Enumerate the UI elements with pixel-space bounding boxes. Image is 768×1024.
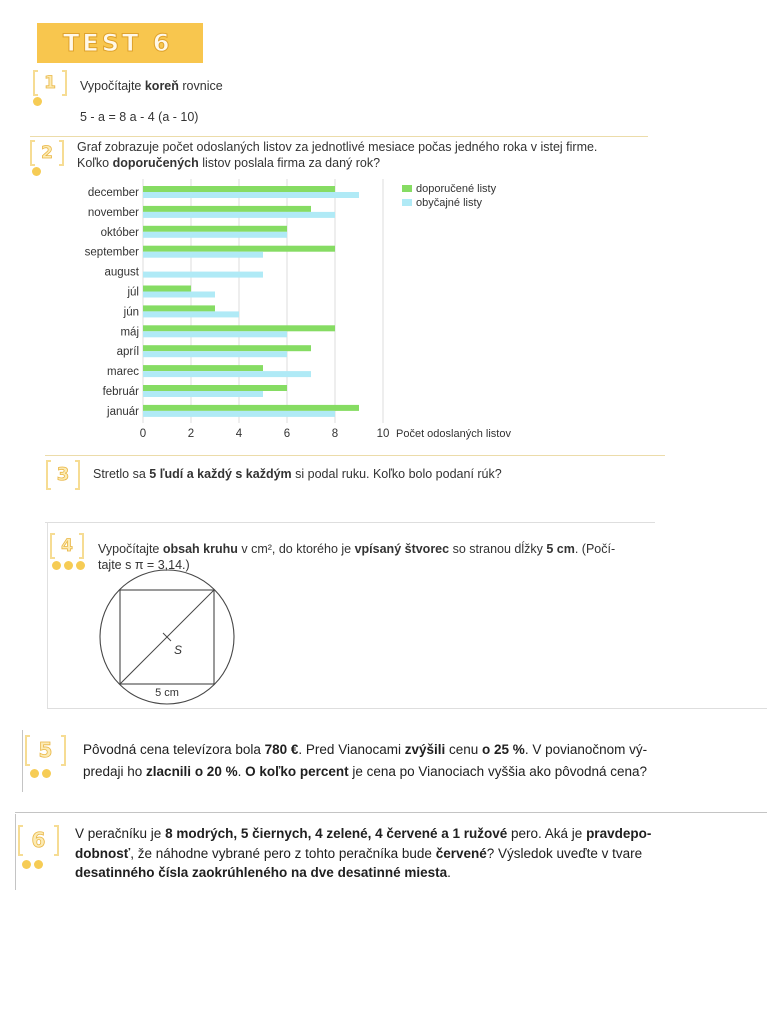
side-length-label: 5 cm (155, 687, 179, 699)
difficulty-dots (52, 561, 85, 570)
q6-prompt-line-1 (75, 825, 651, 843)
bold-text: dobnosť (75, 846, 131, 861)
month-label: apríl (116, 346, 139, 359)
ordinary-letters-bar (143, 232, 287, 238)
x-tick-label: 2 (187, 428, 195, 440)
q4-prompt-line-1 (98, 541, 615, 557)
difficulty-dot (42, 769, 51, 778)
difficulty-dots (22, 860, 43, 869)
bold-text: koreň (144, 79, 179, 93)
section-border (15, 814, 16, 890)
x-tick-label: 0 (139, 428, 147, 440)
recommended-letters-bar (143, 186, 335, 192)
question-number: 5 (38, 738, 53, 762)
x-tick-label: 8 (331, 428, 339, 440)
bracket-right (59, 140, 64, 166)
recommended-letters-bar (143, 405, 359, 411)
question-number: 2 (41, 143, 53, 163)
letters-bar-chart (0, 175, 540, 445)
month-label: november (87, 206, 139, 219)
month-label: február (102, 386, 139, 398)
text: . V povianočnom vý- (524, 742, 648, 757)
recommended-letters-bar (143, 286, 191, 292)
recommended-letters-bar (143, 385, 287, 391)
bold-text: doporučených (112, 156, 199, 170)
question-number-badge-2 (30, 140, 64, 166)
month-label: marec (107, 366, 139, 379)
q1-equation (80, 109, 198, 125)
ordinary-letters-bar (143, 252, 263, 258)
text: predaji ho (83, 764, 147, 779)
ordinary-letters-bar (143, 272, 263, 278)
month-label: máj (120, 326, 139, 339)
text: rovnice (178, 79, 223, 93)
text: si podal ruku. Koľko bolo podaní rúk? (291, 467, 502, 481)
month-label: október (100, 226, 139, 239)
bold-text: O koľko percent (245, 764, 349, 779)
bracket-right (61, 735, 66, 766)
legend-swatch-ordinary (402, 199, 412, 206)
month-label: júl (127, 286, 139, 299)
recommended-letters-bar (143, 325, 335, 331)
q3-prompt (93, 466, 502, 482)
text: . Pred Vianocami (298, 742, 405, 757)
circle-with-inscribed-square-figure (95, 565, 245, 707)
legend-swatch-recommended (402, 185, 412, 192)
bold-text: zlacnili o 20 % (146, 764, 238, 779)
bold-text: zvýšili (404, 742, 446, 757)
text: Pôvodná cena televízora bola (83, 742, 265, 757)
text: , že náhodne vybrané pero z tohto peračníka bude (130, 846, 436, 861)
bars (143, 186, 359, 417)
legend-label-recommended: doporučené listy (416, 183, 497, 195)
x-tick-labels (140, 428, 390, 440)
test-title: TEST 6 (63, 29, 173, 57)
bold-text: obsah kruhu (162, 542, 238, 556)
ordinary-letters-bar (143, 411, 335, 417)
text: tajte s π = 3,14.) (98, 558, 190, 572)
month-label: január (107, 405, 139, 418)
recommended-letters-bar (143, 305, 215, 311)
ordinary-letters-bar (143, 192, 359, 198)
recommended-letters-bar (143, 226, 287, 232)
difficulty-dot (76, 561, 85, 570)
text: 5 - a = 8 a - 4 (a - 10) (80, 110, 199, 124)
question-number-badge-6 (18, 825, 59, 856)
text: cenu (445, 742, 483, 757)
bold-text: 5 ľudí a každý s každým (149, 467, 292, 481)
difficulty-dot (30, 769, 39, 778)
x-axis-label: Počet odoslaných listov (396, 428, 511, 440)
difficulty-dot (22, 860, 31, 869)
difficulty-dots (33, 97, 42, 106)
difficulty-dot (52, 561, 61, 570)
question-number-badge-5 (25, 735, 66, 766)
q5-prompt-line-2 (83, 763, 647, 781)
test-title-banner (37, 23, 203, 63)
question-number-badge-4 (50, 533, 84, 559)
text: so stranou dĺžky (449, 542, 547, 556)
month-label: september (84, 246, 139, 259)
text: Koľko (77, 156, 113, 170)
divider (45, 522, 655, 523)
text: Graf zobrazuje počet odoslaných listov za jednotlivé mesiace počas jedného roka v istej firme. (77, 140, 598, 154)
ordinary-letters-bar (143, 351, 287, 357)
question-number: 1 (44, 73, 56, 93)
recommended-letters-bar (143, 345, 311, 351)
x-tick-label: 4 (235, 428, 243, 440)
section-border (22, 730, 23, 792)
bold-text: 780 € (264, 742, 299, 757)
text: . (Počí- (574, 542, 616, 556)
ordinary-letters-bar (143, 311, 239, 317)
q5-prompt-line-1 (83, 741, 647, 759)
question-number: 6 (31, 828, 46, 852)
section-border (47, 522, 48, 708)
difficulty-dot (33, 97, 42, 106)
month-label: jún (123, 306, 139, 319)
q2-prompt-line-2 (77, 155, 380, 171)
q1-prompt (80, 78, 223, 94)
ordinary-letters-bar (143, 391, 263, 397)
text: V peračníku je (75, 826, 166, 841)
recommended-letters-bar (143, 246, 335, 252)
month-label: december (87, 187, 139, 199)
text: v cm², do ktorého je (237, 542, 355, 556)
center-label: S (174, 643, 183, 657)
month-label: august (104, 266, 139, 279)
text: . (237, 764, 246, 779)
question-number: 4 (61, 536, 73, 556)
divider (47, 708, 767, 709)
ordinary-letters-bar (143, 292, 215, 298)
ordinary-letters-bar (143, 331, 287, 337)
bracket-right (79, 533, 84, 559)
question-number-badge-3 (46, 460, 80, 490)
text: ? Výsledok uveďte v tvare (486, 846, 643, 861)
legend (402, 183, 497, 209)
q6-prompt-line-2 (75, 845, 642, 863)
x-tick-label: 10 (376, 428, 390, 440)
bold-text: vpísaný štvorec (354, 542, 450, 556)
x-tick-label: 6 (283, 428, 291, 440)
legend-label-ordinary: obyčajné listy (416, 197, 483, 209)
bracket-right (54, 825, 59, 856)
text: Vypočítajte (98, 542, 163, 556)
question-number-badge-1 (33, 70, 67, 96)
bold-text: pravdepo- (586, 826, 652, 841)
ordinary-letters-bar (143, 212, 335, 218)
bold-text: desatinného čísla zaokrúhleného na dve desatinné miesta (75, 865, 448, 880)
bold-text: červené (435, 846, 487, 861)
recommended-letters-bar (143, 365, 263, 371)
divider (15, 812, 767, 813)
month-labels (85, 187, 140, 418)
q2-prompt-line-1 (77, 139, 597, 155)
recommended-letters-bar (143, 206, 311, 212)
text: pero. Aká je (507, 826, 587, 841)
ordinary-letters-bar (143, 371, 311, 377)
difficulty-dot (34, 860, 43, 869)
text: . (447, 865, 451, 880)
text: je cena po Vianociach vyššia ako pôvodná cena? (348, 764, 648, 779)
divider (30, 136, 648, 137)
difficulty-dot (64, 561, 73, 570)
bracket-right (75, 460, 80, 490)
text: Stretlo sa (93, 467, 150, 481)
bold-text: 5 cm (546, 542, 575, 556)
text: listov poslala firma za daný rok? (198, 156, 381, 170)
text: Vypočítajte (80, 79, 145, 93)
bold-text: o 25 % (482, 742, 525, 757)
question-number: 3 (56, 464, 70, 485)
difficulty-dots (30, 769, 51, 778)
bracket-right (62, 70, 67, 96)
bold-text: 8 modrých, 5 čiernych, 4 zelené, 4 červené a 1 ružové (165, 826, 508, 841)
divider (45, 455, 665, 456)
q6-prompt-line-3 (75, 864, 451, 882)
